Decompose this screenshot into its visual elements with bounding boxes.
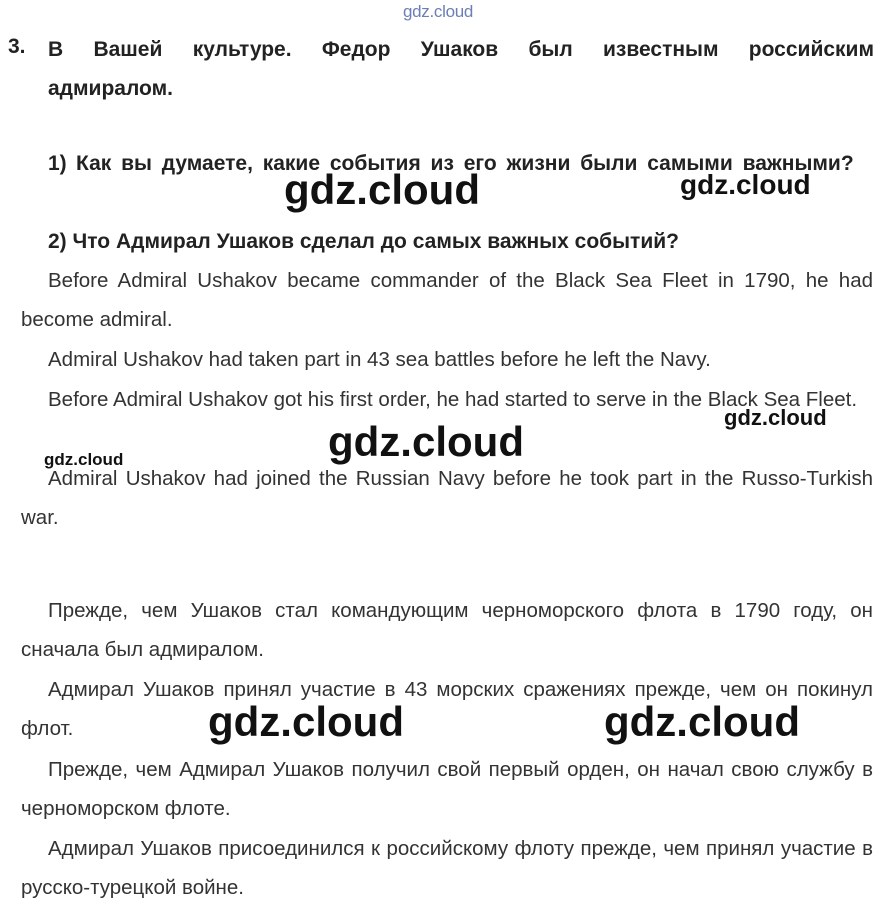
english-answer-1: Before Admiral Ushakov became commander of the Black Sea Fleet in 1790, he had become admiral. [21,269,873,331]
question-2-text: Что Адмирал Ушаков сделал до самых важных событий? [72,230,679,253]
task-number: 3. [8,35,26,58]
watermark-gdz-cloud: gdz.cloud [724,405,827,430]
english-answer-2: Admiral Ushakov had taken part in 43 sea battles before he left the Navy. [48,348,711,371]
watermark-gdz-cloud: gdz.cloud [44,450,124,469]
english-answer-4: Admiral Ushakov had joined the Russian Navy before he took part in the Russo-Turkish war. [21,467,873,529]
english-answer-3: Before Admiral Ushakov got his first order, he had started to serve in the Black Sea Fleet. [48,388,858,411]
question-1-number: 1) [48,152,67,175]
watermark-gdz-cloud: gdz.cloud [208,698,404,745]
watermark-gdz-cloud: gdz.cloud [284,166,480,213]
task-title: В Вашей культуре. Федор Ушаков был известным российским адмиралом. [48,38,874,100]
question-1-text: Как вы думаете, какие события из его жизни были самыми важными? [76,152,854,175]
question-2-number: 2) [48,230,67,253]
watermark-gdz-cloud: gdz.cloud [604,698,800,745]
russian-translation-3: Прежде, чем Адмирал Ушаков получил свой первый орден, он начал свою службу в черноморском флоте. [21,758,873,820]
site-watermark-top: gdz.cloud [403,2,474,21]
watermark-gdz-cloud: gdz.cloud [680,169,811,200]
russian-translation-4: Адмирал Ушаков присоединился к российскому флоту прежде, чем принял участие в русско-турецкой войне. [21,837,873,899]
russian-translation-1: Прежде, чем Ушаков стал командующим черноморского флота в 1790 году, он сначала был адмиралом. [21,599,873,661]
russian-translation-2: Адмирал Ушаков принял участие в 43 морских сражениях прежде, чем он покинул флот. [21,678,873,740]
question-2 [48,222,874,261]
watermark-gdz-cloud: gdz.cloud [328,418,524,465]
